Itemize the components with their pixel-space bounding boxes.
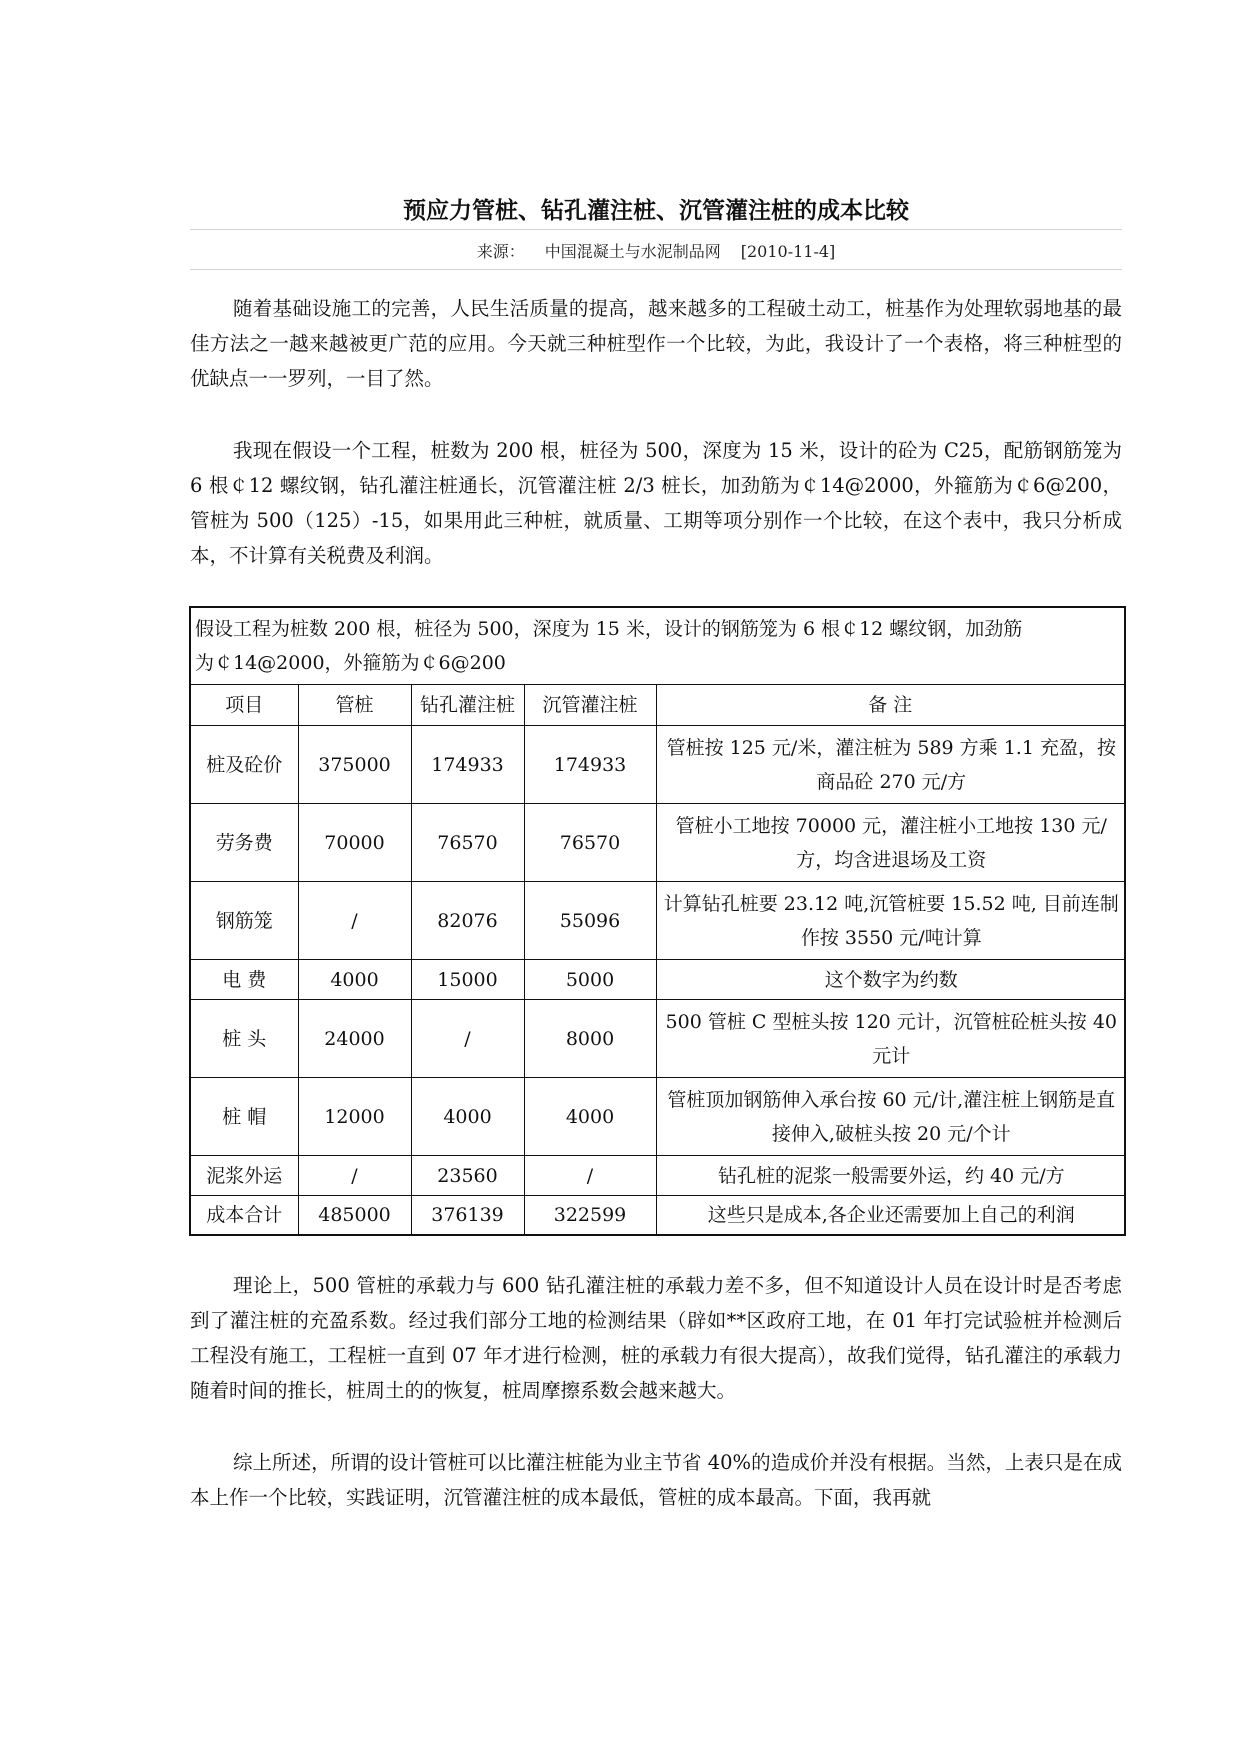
source-label: 来源： <box>476 242 525 261</box>
column-header: 钻孔灌注桩 <box>411 685 524 726</box>
table-row-total <box>190 1196 1125 1235</box>
table-cell-item: 成本合计 <box>190 1196 298 1235</box>
table-caption-row <box>190 607 1125 685</box>
table-cell-item: 桩 头 <box>190 1000 298 1078</box>
table-cell: 4000 <box>524 1078 656 1156</box>
table-cell: 8000 <box>524 1000 656 1078</box>
table-row <box>190 882 1125 960</box>
source-date: [2010-11-4] <box>740 242 836 261</box>
table-cell-note: 管桩按 125 元/米，灌注桩为 589 方乘 1.1 充盈，按商品砼 270 元/方 <box>656 726 1125 804</box>
table-cell: 82076 <box>411 882 524 960</box>
table-cell: 15000 <box>411 960 524 1000</box>
paragraph-assumption: 我现在假设一个工程，桩数为 200 根，桩径为 500，深度为 15 米，设计的砼为 C25，配筋钢筋笼为 6 根￠12 螺纹钢，钻孔灌注桩通长，沉管灌注桩 2/3 桩长，加劲筋为￠14@2000，外箍筋为￠6@200，管桩为 500（125）-15，如果用此三种桩，就质量、工期等项分别作一个比较，在这个表中，我只分析成本，不计算有关税费及利润。 <box>190 439 1122 567</box>
table-cell-note: 管桩小工地按 70000 元，灌注桩小工地按 130 元/方，均含进退场及工资 <box>656 804 1125 882</box>
table-cell-item: 电 费 <box>190 960 298 1000</box>
table-header-row <box>190 685 1125 726</box>
table-cell-item: 钢筋笼 <box>190 882 298 960</box>
column-header: 沉管灌注桩 <box>524 685 656 726</box>
table-cell-note: 这个数字为约数 <box>656 960 1125 1000</box>
source-divider <box>190 269 1122 270</box>
table-cell-item: 桩 帽 <box>190 1078 298 1156</box>
table-cell: / <box>411 1000 524 1078</box>
table-cell: 174933 <box>411 726 524 804</box>
table-row <box>190 960 1125 1000</box>
table-cell: 5000 <box>524 960 656 1000</box>
table-cell-note: 管桩顶加钢筋伸入承台按 60 元/计,灌注桩上钢筋是直接伸入,破桩头按 20 元/个计 <box>656 1078 1125 1156</box>
table-row <box>190 726 1125 804</box>
table-row <box>190 1078 1125 1156</box>
source-line <box>190 239 1122 262</box>
table-cell: 4000 <box>298 960 411 1000</box>
source-name: 中国混凝土与水泥制品网 <box>544 242 721 261</box>
column-header: 项目 <box>190 685 298 726</box>
table-cell: 485000 <box>298 1196 411 1235</box>
paragraph-theory: 理论上，500 管桩的承载力与 600 钻孔灌注桩的承载力差不多，但不知道设计人员在设计时是否考虑到了灌注桩的充盈系数。经过我们部分工地的检测结果（辟如**区政府工地，在 01 年打完试验桩并检测后工程没有施工，工程桩一直到 07 年才进行检测，桩的承载力有很大提高），故我们觉得，钻孔灌注的承载力随着时间的推长，桩周土的的恢复，桩周摩擦系数会越来越大。 <box>190 1274 1122 1402</box>
title-divider <box>190 229 1122 230</box>
table-cell: / <box>524 1156 656 1196</box>
table-cell: / <box>298 882 411 960</box>
table-cell: 55096 <box>524 882 656 960</box>
table-cell: 23560 <box>411 1156 524 1196</box>
table-cell-item: 泥浆外运 <box>190 1156 298 1196</box>
column-header: 备 注 <box>656 685 1125 726</box>
page-title: 预应力管桩、钻孔灌注桩、沉管灌注桩的成本比较 <box>403 198 909 224</box>
table-cell: 4000 <box>411 1078 524 1156</box>
cost-comparison-table <box>189 606 1126 1236</box>
table-cell: 12000 <box>298 1078 411 1156</box>
table-caption: 假设工程为桩数 200 根，桩径为 500，深度为 15 米，设计的钢筋笼为 6 根￠12 螺纹钢，加劲筋为￠14@2000，外箍筋为￠6@200 <box>190 607 1125 685</box>
table-cell-item: 劳务费 <box>190 804 298 882</box>
table-cell-note: 钻孔桩的泥浆一般需要外运，约 40 元/方 <box>656 1156 1125 1196</box>
table-cell-note: 计算钻孔桩要 23.12 吨,沉管桩要 15.52 吨, 目前连制作按 3550 元/吨计算 <box>656 882 1125 960</box>
column-header: 管桩 <box>298 685 411 726</box>
table-cell: 375000 <box>298 726 411 804</box>
table-cell: 322599 <box>524 1196 656 1235</box>
paragraph-conclusion: 综上所述，所谓的设计管桩可以比灌注桩能为业主节省 40%的造成价并没有根据。当然，上表只是在成本上作一个比较，实践证明，沉管灌注桩的成本最低，管桩的成本最高。下面，我再就 <box>190 1451 1122 1509</box>
table-cell-note: 这些只是成本,各企业还需要加上自己的利润 <box>656 1196 1125 1235</box>
table-row <box>190 804 1125 882</box>
table-cell: 376139 <box>411 1196 524 1235</box>
table-row <box>190 1156 1125 1196</box>
paragraph-intro: 随着基础设施工的完善，人民生活质量的提高，越来越多的工程破土动工，桩基作为处理软弱地基的最佳方法之一越来越被更广范的应用。今天就三种桩型作一个比较，为此，我设计了一个表格，将三种桩型的优缺点一一罗列，一目了然。 <box>190 297 1122 390</box>
table-cell-item: 桩及砼价 <box>190 726 298 804</box>
table-cell-note: 500 管桩 C 型桩头按 120 元计，沉管桩砼桩头按 40 元计 <box>656 1000 1125 1078</box>
table-cell: 24000 <box>298 1000 411 1078</box>
table-cell: 174933 <box>524 726 656 804</box>
table-cell: 76570 <box>524 804 656 882</box>
table-cell: 76570 <box>411 804 524 882</box>
table-cell: / <box>298 1156 411 1196</box>
table-cell: 70000 <box>298 804 411 882</box>
table-row <box>190 1000 1125 1078</box>
